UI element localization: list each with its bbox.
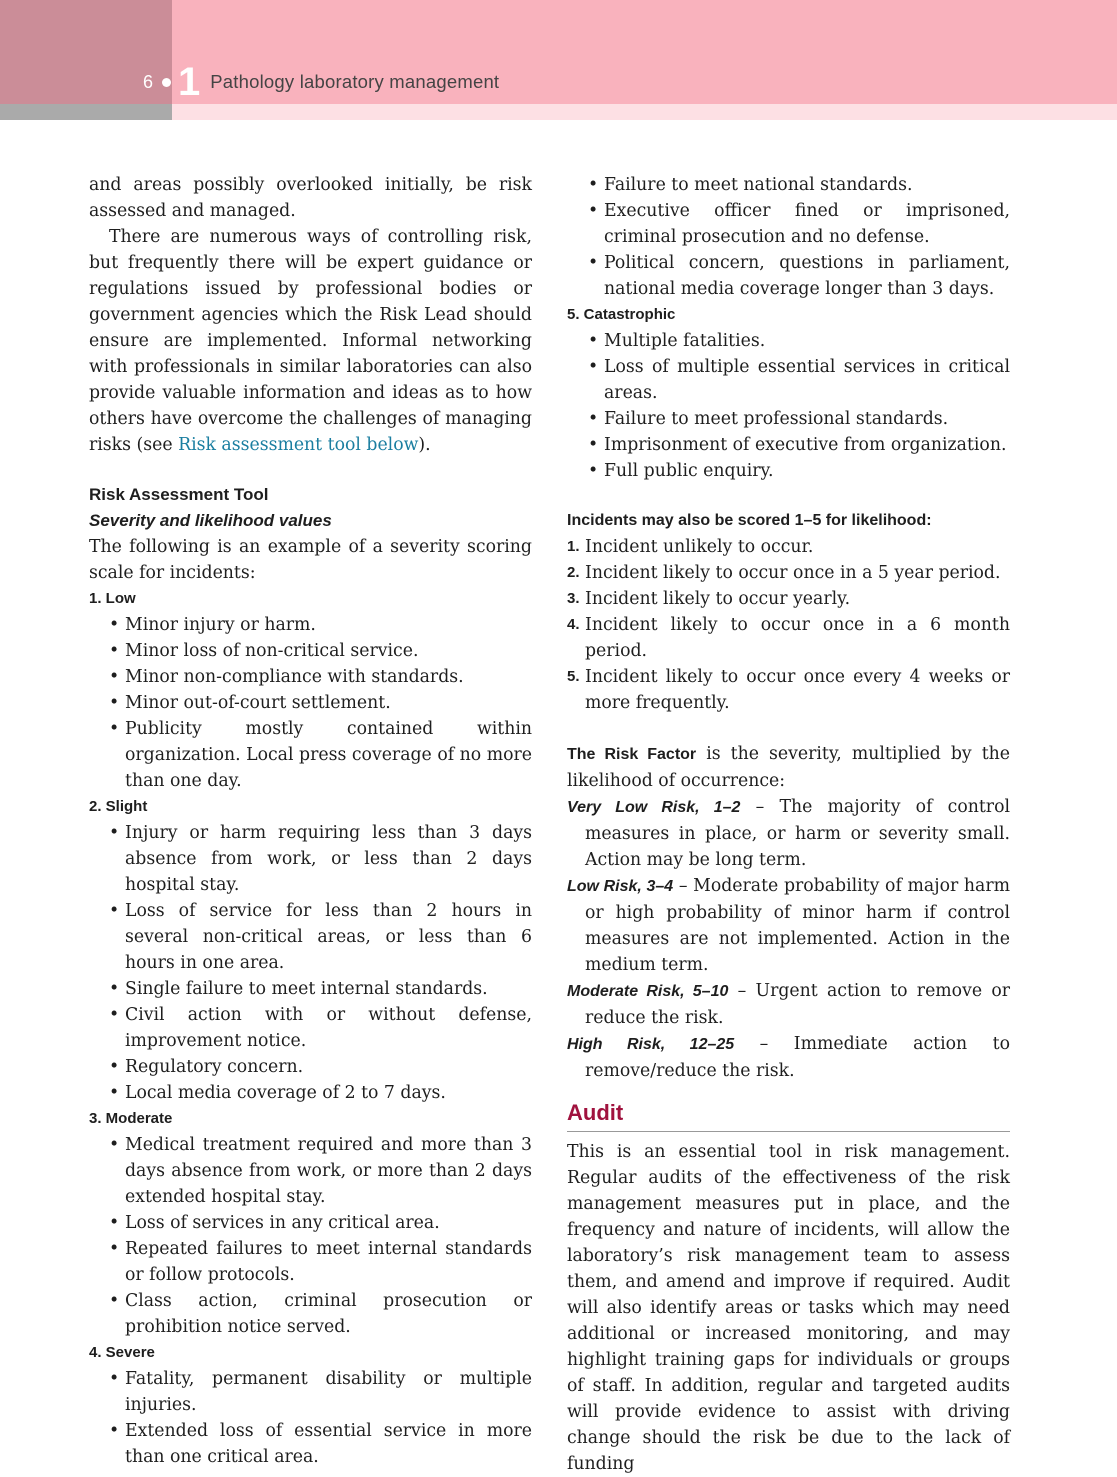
risk-band xyxy=(567,794,1010,873)
list-item: • Imprisonment of executive from organization. xyxy=(604,432,1010,458)
list-item: • Civil action with or without defense, improvement notice. xyxy=(125,1002,532,1054)
list-item: • Loss of multiple essential services in critical areas. xyxy=(604,354,1010,406)
list-item xyxy=(567,534,1010,560)
bullet-list xyxy=(567,328,1010,484)
risk-band-text: – Moderate probability of major harm or high probability of minor harm if control measures are not implemented. Action in the medium term. xyxy=(585,876,1010,975)
list-item: • Regulatory concern. xyxy=(125,1054,532,1080)
list-item: • Failure to meet professional standards. xyxy=(604,406,1010,432)
risk-band-text: – Immediate action to remove/reduce the risk. xyxy=(585,1034,1011,1081)
paragraph-text: ). xyxy=(418,435,431,455)
list-number: 4. xyxy=(567,616,580,633)
running-head xyxy=(143,60,499,104)
risk-band-text: – Urgent action to remove or reduce the risk. xyxy=(585,981,1010,1028)
risk-factor-term: The Risk Factor xyxy=(567,746,697,763)
header-strip-pale xyxy=(172,104,1117,120)
list-number: 5. xyxy=(567,668,580,685)
audit-paragraph: This is an essential tool in risk management. Regular audits of the effectiveness of the risk management measures put in place, and the frequency and nature of incidents, will allow the laboratory’s risk management team to assess them, and amend and improve if required. Audit will also identify areas or tasks which may need additional or increased monitoring, and may highlight training gaps for individuals or groups of staff. In addition, regular and targeted audits will provide evidence to assist with driving change should the risk be due to the lack of funding xyxy=(567,1142,1010,1474)
list-item xyxy=(567,586,1010,612)
right-column xyxy=(567,172,1010,1477)
list-number: 3. xyxy=(567,590,580,607)
list-item xyxy=(567,560,1010,586)
left-column xyxy=(89,172,532,1470)
list-text: Incident likely to occur once in a 5 year period. xyxy=(585,563,1001,583)
risk-band-label: Moderate Risk, 5–10 xyxy=(567,983,729,1000)
bullet-list xyxy=(89,1132,532,1340)
list-number: 2. xyxy=(567,564,580,581)
bullet-list xyxy=(89,612,532,794)
paragraph xyxy=(89,224,532,458)
list-item: • Single failure to meet internal standards. xyxy=(125,976,532,1002)
list-item: • Multiple fatalities. xyxy=(604,328,1010,354)
list-item: • Political concern, questions in parliament, national media coverage longer than 3 days. xyxy=(604,250,1010,302)
likelihood-list xyxy=(567,534,1010,716)
list-number: 1. xyxy=(567,538,580,555)
list-item: • Medical treatment required and more than 3 days absence from work, or more than 2 days extended hospital stay. xyxy=(125,1132,532,1210)
list-item: • Loss of service for less than 2 hours in several non-critical areas, or less than 6 hours in one area. xyxy=(125,898,532,976)
list-item: • Loss of services in any critical area. xyxy=(125,1210,532,1236)
risk-tool-link[interactable]: Risk assessment tool below xyxy=(178,435,419,455)
list-item: • Minor injury or harm. xyxy=(125,612,532,638)
severity-level-label: 1. Low xyxy=(89,590,136,607)
bullet-list xyxy=(89,820,532,1106)
paragraph: and areas possibly overlooked initially, be risk assessed and managed. xyxy=(89,175,532,221)
header-strip-grey xyxy=(0,104,172,120)
paragraph: The following is an example of a severity scoring scale for incidents: xyxy=(89,537,532,583)
section-heading: Risk Assessment Tool xyxy=(89,485,269,504)
list-item: • Minor loss of non-critical service. xyxy=(125,638,532,664)
risk-band-label: High Risk, 12–25 xyxy=(567,1036,735,1053)
risk-band xyxy=(567,978,1010,1031)
severity-level-label: 3. Moderate xyxy=(89,1110,173,1127)
bullet-list xyxy=(567,172,1010,302)
list-item: • Repeated failures to meet internal standards or follow protocols. xyxy=(125,1236,532,1288)
list-item: • Class action, criminal prosecution or prohibition notice served. xyxy=(125,1288,532,1340)
bullet-list xyxy=(89,1366,532,1470)
list-text: Incident unlikely to occur. xyxy=(585,537,814,557)
paragraph-text: There are numerous ways of controlling risk, but frequently there will be expert guidance or regulations issued by professional bodies or government agencies which the Risk Lead should ensure are implemented. Informal networking with professionals in similar laboratories can also provide valuable information and ideas as to how others have overcome the challenges of managing risks (see xyxy=(89,227,532,455)
list-item: • Failure to meet national standards. xyxy=(604,172,1010,198)
list-item: • Local media coverage of 2 to 7 days. xyxy=(125,1080,532,1106)
page-number: 6 xyxy=(143,71,154,92)
list-item: • Minor out-of-court settlement. xyxy=(125,690,532,716)
risk-band-label: Low Risk, 3–4 xyxy=(567,878,674,895)
list-item xyxy=(567,664,1010,716)
risk-band-label: Very Low Risk, 1–2 xyxy=(567,799,741,816)
risk-band xyxy=(567,873,1010,978)
chapter-title: Pathology laboratory management xyxy=(210,71,500,92)
paragraph-text: is the severity, multiplied by the likelihood of occurrence: xyxy=(567,744,1011,791)
likelihood-heading: Incidents may also be scored 1–5 for likelihood: xyxy=(567,512,932,529)
list-item: • Publicity mostly contained within organization. Local press coverage of no more than one day. xyxy=(125,716,532,794)
risk-factor-paragraph xyxy=(567,741,1010,794)
severity-level-label: 4. Severe xyxy=(89,1344,155,1361)
risk-band-text: – The majority of control measures in place, or harm or severity small. Action may be long term. xyxy=(585,797,1010,870)
severity-level-label: 5. Catastrophic xyxy=(567,306,676,323)
list-item: • Extended loss of essential service in more than one critical area. xyxy=(125,1418,532,1470)
bullet-dot-icon xyxy=(162,78,171,87)
audit-heading: Audit xyxy=(567,1096,1010,1132)
list-item: • Full public enquiry. xyxy=(604,458,1010,484)
list-item xyxy=(567,612,1010,664)
list-text: Incident likely to occur yearly. xyxy=(585,589,851,609)
list-item: • Fatality, permanent disability or multiple injuries. xyxy=(125,1366,532,1418)
risk-band xyxy=(567,1031,1010,1084)
list-item: • Minor non-compliance with standards. xyxy=(125,664,532,690)
chapter-number: 1 xyxy=(178,60,201,104)
section-subheading: Severity and likelihood values xyxy=(89,511,332,530)
list-item: • Injury or harm requiring less than 3 days absence from work, or less than 2 days hospital stay. xyxy=(125,820,532,898)
list-text: Incident likely to occur once every 4 weeks or more frequently. xyxy=(585,667,1010,713)
list-text: Incident likely to occur once in a 6 month period. xyxy=(585,615,1010,661)
list-item: • Executive officer fined or imprisoned, criminal prosecution and no defense. xyxy=(604,198,1010,250)
severity-level-label: 2. Slight xyxy=(89,798,148,815)
